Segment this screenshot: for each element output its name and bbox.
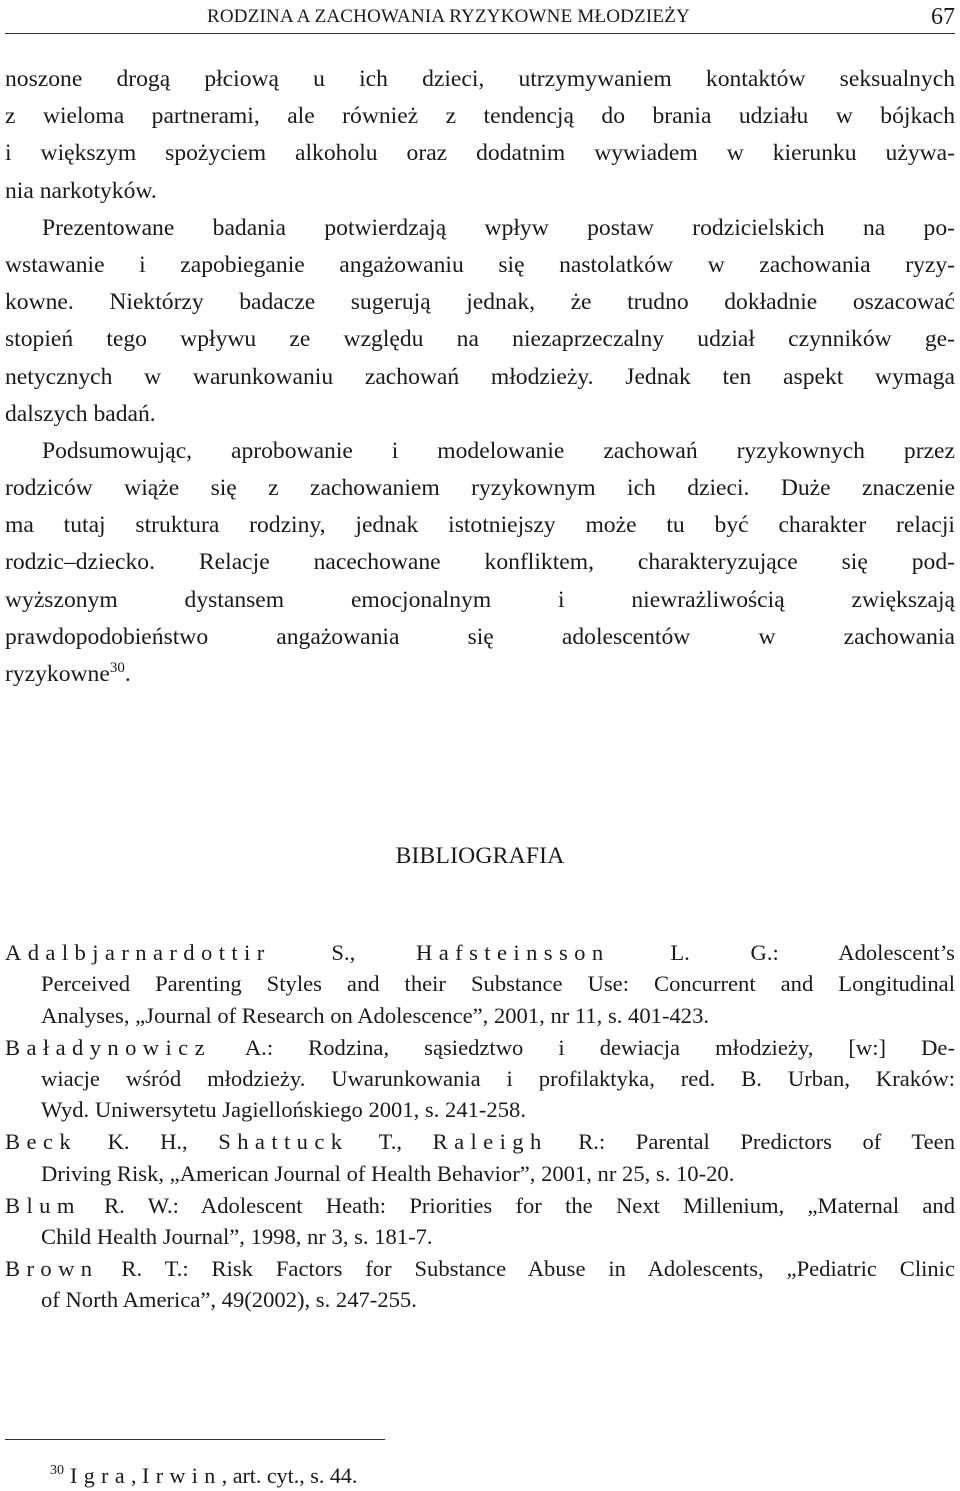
body-line: z wieloma partnerami, ale również z tendencją do brania udziału w bójkach — [5, 103, 955, 130]
bib-text: R. W.: Adolescent Heath: Priorities for the Next Millenium, „Maternal and — [80, 1192, 955, 1218]
body-line: i większym spożyciem alkoholu oraz dodatnim wywiadem w kierunku używa- — [5, 140, 955, 167]
body-line-end: . — [124, 661, 131, 687]
body-line: rodziców wiąże się z zachowaniem ryzykownym ich dzieci. Duże znaczenie — [5, 475, 955, 502]
bib-author: Brown — [5, 1256, 99, 1282]
body-last-line — [5, 656, 955, 693]
body-line: dalszych badań. — [5, 400, 156, 427]
footnote — [50, 1463, 357, 1489]
bib-author: Adalbjarnardottir — [5, 940, 271, 965]
bib-first-line — [5, 1126, 955, 1157]
body-line: stopień tego wpływu ze względu na niezaprzeczalny udział czynników ge- — [5, 326, 955, 353]
body-line: nia narkotyków. — [5, 177, 157, 204]
bibliography-list — [5, 937, 955, 1317]
body-line: noszone drogą płciową u ich dzieci, utrzymywaniem kontaktów seksualnych — [5, 66, 955, 92]
footnote-separator: , — [131, 1463, 143, 1488]
footnote-author: Irwin — [142, 1463, 222, 1488]
bib-line: Driving Risk, „American Journal of Health Behavior”, 2001, nr 25, s. 10-20. — [41, 1160, 735, 1186]
bib-author: Shattuck — [218, 1129, 349, 1155]
footnote-number: 30 — [50, 1463, 64, 1478]
bib-author: Hafsteinsson — [416, 940, 610, 965]
bib-text: R. T.: Risk Factors for Substance Abuse in Adolescents, „Pediatric Clinic — [98, 1256, 955, 1282]
body-text — [5, 61, 955, 693]
body-line: prawdopodobieństwo angażowania się adolescentów w zachowania — [5, 623, 955, 650]
running-title: RODZINA A ZACHOWANIA RYZYKOWNE MŁODZIEŻY — [207, 6, 690, 27]
bib-first-line — [5, 937, 955, 968]
bibliography-heading: BIBLIOGRAFIA — [395, 843, 565, 869]
footnote-author: Igra — [70, 1463, 132, 1488]
bib-author: Blum — [5, 1192, 81, 1218]
bib-line: Analyses, „Journal of Research on Adolescence”, 2001, nr 11, s. 401-423. — [41, 1002, 710, 1028]
footnote-reference[interactable]: 30 — [109, 660, 125, 676]
bib-text: A.: Rodzina, sąsiedztwo i dewiacja młodzieży, [w:] De- — [211, 1034, 955, 1060]
body-line: ryzykowne — [5, 661, 110, 687]
bib-first-line — [5, 1253, 955, 1284]
running-head — [0, 4, 960, 32]
bibliography-entry — [5, 1126, 955, 1189]
bib-text: L. G.: Adolescent’s — [609, 940, 955, 965]
bib-author: Baładynowicz — [5, 1034, 212, 1060]
body-line: Prezentowane badania potwierdzają wpływ postaw rodzicielskich na po- — [42, 214, 955, 241]
bib-first-line — [5, 1032, 955, 1063]
bib-author-rest: S., — [270, 940, 417, 965]
bibliography-entry — [5, 1253, 955, 1316]
body-line: wyższonym dystansem emocjonalnym i niewrażliwością zwiększają — [5, 586, 955, 613]
bib-author-rest: T., — [348, 1129, 433, 1155]
body-line: ma tutaj struktura rodziny, jednak istotniejszy może tu być charakter relacji — [5, 512, 955, 539]
bib-author: Raleigh — [432, 1129, 548, 1155]
bib-line: Child Health Journal”, 1998, nr 3, s. 181-7. — [41, 1224, 433, 1250]
bibliography-entry — [5, 937, 955, 1031]
body-line: kowne. Niektórzy badacze sugerują jednak, że trudno dokładnie oszacować — [5, 289, 955, 316]
bib-author-rest: K. H., — [77, 1129, 219, 1155]
bib-author: Beck — [5, 1129, 78, 1155]
body-line: rodzic–dziecko. Relacje nacechowane konfliktem, charakteryzujące się pod- — [5, 549, 955, 576]
footnote-rule — [5, 1439, 385, 1440]
page-number: 67 — [931, 4, 955, 30]
bib-text: R.: Parental Predictors of Teen — [547, 1129, 955, 1155]
bibliography-entry — [5, 1032, 955, 1126]
bib-first-line — [5, 1190, 955, 1221]
body-line: Podsumowując, aprobowanie i modelowanie zachowań ryzykownych przez — [42, 437, 955, 464]
body-line: netycznych w warunkowaniu zachowań młodzieży. Jednak ten aspekt wymaga — [5, 363, 955, 390]
bib-line: Wyd. Uniwersytetu Jagiellońskiego 2001, s. 241-258. — [41, 1097, 526, 1123]
header-rule — [5, 33, 955, 34]
bibliography-entry — [5, 1190, 955, 1253]
bib-line: wiacje wśród młodzieży. Uwarunkowania i profilaktyka, red. B. Urban, Kraków: — [41, 1065, 955, 1091]
bib-line: of North America”, 49(2002), s. 247-255. — [41, 1287, 417, 1313]
body-line: wstawanie i zapobieganie angażowaniu się nastolatków w zachowania ryzy- — [5, 251, 955, 278]
bib-line: Perceived Parenting Styles and their Substance Use: Concurrent and Longitudinal — [41, 971, 955, 997]
footnote-text: , art. cyt., s. 44. — [221, 1463, 358, 1488]
